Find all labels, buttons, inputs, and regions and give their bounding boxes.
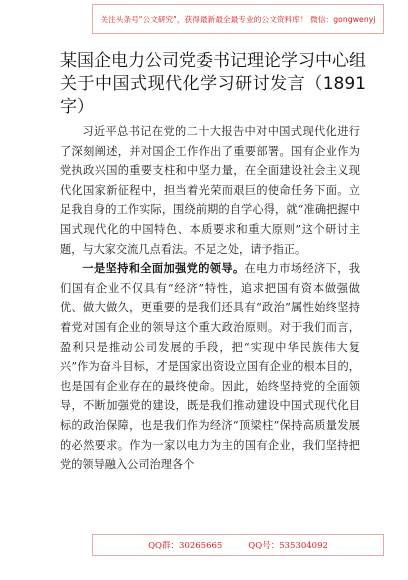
document-body	[60, 122, 360, 475]
promo-banner-text: 关注头条号"公文研究"，获得最新最全最专业的公文资料库！ 微信：gongwenyj	[100, 14, 376, 24]
section-heading: 一是坚持和全面加强党的领导。	[82, 262, 245, 276]
section-paragraph	[60, 259, 360, 475]
contact-footer	[92, 534, 384, 556]
promo-banner	[92, 4, 384, 34]
section-text: 在电力市场经济下，我们国有企业不仅具有“经济”特性，追求把国有资本做强做优、做大做久，更重要的是我们还具有“政治”属性始终坚持着党对国有企业的领导这个重大政治原则。对于我们而言，盈利只是推动公司发展的手段，把“实现中华民族伟大复兴”作为奋斗目标，才是国家出资设立国有企业的根本目的，也是国有企业存在的最终使命。因此，始终坚持党的全面领导，不断加强党的建设，既是我们推动建设中国式现代化目标的政治保障，也是我们作为经济“顶梁柱”保持高质量发展的必然要求。作为一家以电力为主的国有企业，我们坚持把党的领导融入公司治理各个	[60, 262, 360, 472]
document-title: 某国企电力公司党委书记理论学习中心组关于中国式现代化学习研讨发言（1891字）	[60, 51, 366, 117]
intro-paragraph: 习近平总书记在党的二十大报告中对中国式现代化进行了深刻阐述，并对国企工作作出了重要部署。国有企业作为党执政兴国的重要支柱和中坚力量，在全面建设社会主义现代化国家新征程中，担当着光荣而艰巨的使命任务下面。立足我自身的工作实际，围绕前期的自学心得，就“准确把握中国式现代化的中国特色、本质要求和重大原则”这个研讨主题，与大家交流几点看法。不足之处，请予指正。	[60, 125, 360, 256]
qq-group-text: QQ群：30265665	[148, 541, 223, 551]
qq-number-text: QQ号：535304092	[248, 541, 328, 551]
